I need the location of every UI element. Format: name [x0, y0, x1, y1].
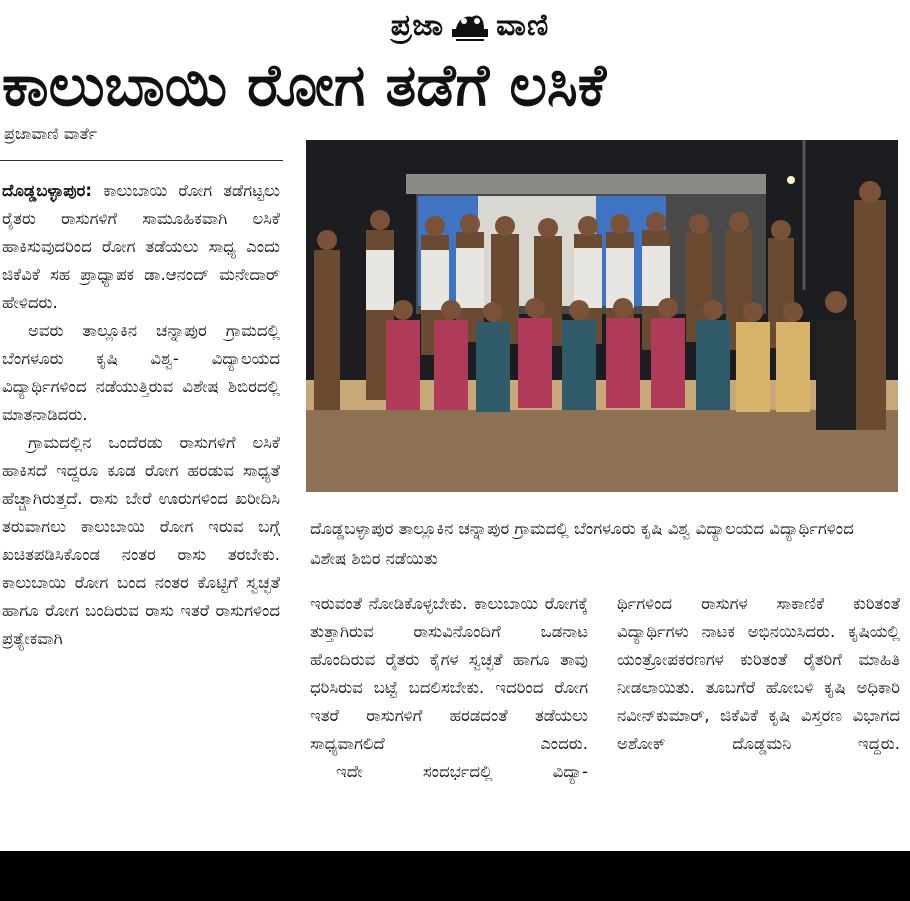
bottom-black-bar	[0, 851, 910, 901]
lion-emblem-icon	[450, 7, 490, 43]
masthead-right: ವಾಣಿ	[496, 7, 550, 43]
article-paragraph: ಇರುವಂತೆ ನೋಡಿಕೊಳ್ಳಬೇಕು. ಕಾಲುಬಾಯಿ ರೋಗಕ್ಕೆ ತುತ್ತಾಗಿರುವ ರಾಸುವಿನೊಂದಿಗೆ ಒಡನಾಟ ಹೊಂದಿರುವ ರೈತರು ಕೈಗಳ ಸ್ವಚ್ಛತೆ ಹಾಗೂ ತಾವು ಧರಿಸಿರುವ ಬಟ್ಟೆ ಬದಲಿಸಬೇಕು. ಇದರಿಂದ ರೋಗ ಇತರೆ ರಾಸುಗಳಿಗೆ ಹರಡದಂತೆ ತಡೆಯಲು ಸಾಧ್ಯವಾಗಲಿದೆ ಎಂದರು.	[310, 594, 588, 753]
headline: ಕಾಲುಬಾಯಿ ರೋಗ ತಡೆಗೆ ಲಸಿಕೆ	[2, 51, 607, 119]
masthead-left: ಪ್ರಜಾ	[390, 7, 445, 43]
article-paragraph: ಅವರು ತಾಲ್ಲೂಕಿನ ಚನ್ನಾಪುರ ಗ್ರಾಮದಲ್ಲಿ ಬೆಂಗಳೂರು ಕೃಷಿ ವಿಶ್ವ- ವಿದ್ಯಾಲಯದ ವಿದ್ಯಾರ್ಥಿಗಳಿಂದ ನಡೆಯುತ್ತಿರುವ ವಿಶೇಷ ಶಿಬಿರದಲ್ಲಿ ಮಾತನಾಡಿದರು.	[2, 321, 280, 424]
photo-caption: ದೊಡ್ಡಬಳ್ಳಾಪುರ ತಾಲ್ಲೂಕಿನ ಚನ್ನಾಪುರ ಗ್ರಾಮದಲ್ಲಿ ಬೆಂಗಳೂರು ಕೃಷಿ ವಿಶ್ವ ವಿದ್ಯಾಲಯದ ವಿದ್ಯಾರ್ಥಿಗಳಿಂದ ವಿಶೇಷ ಶಿಬಿರ ನಡೆಯಿತು	[310, 519, 854, 568]
article-paragraph: ಗ್ರಾಮದಲ್ಲಿನ ಒಂದೆರಡು ರಾಸುಗಳಿಗೆ ಲಸಿಕೆ ಹಾಕಿಸದೆ ಇದ್ದರೂ ಕೂಡ ರೋಗ ಹರಡುವ ಸಾಧ್ಯತೆ ಹೆಚ್ಚಾಗಿರುತ್ತದೆ. ರಾಸು ಬೇರೆ ಊರುಗಳಿಂದ ಖರೀದಿಸಿ ತರುವಾಗಲು ಕಾಲುಬಾಯಿ ರೋಗ ಇರುವ ಬಗ್ಗೆ ಖಚಿತಪಡಿಸಿಕೊಂಡ ನಂತರ ರಾಸು ತರಬೇಕು. ಕಾಲುಬಾಯಿ ರೋಗ ಬಂದ ನಂತರ ಕೊಟ್ಟಿಗೆ ಸ್ವಚ್ಛತೆ ಹಾಗೂ ರೋಗ ಬಂದಿರುವ ರಾಸು ಇತರೆ ರಾಸುಗಳಿಂದ ಪ್ರತ್ಯೇಕವಾಗಿ	[2, 433, 280, 648]
byline-divider	[0, 160, 283, 161]
newspaper-masthead	[340, 4, 600, 46]
article-column-3	[617, 590, 900, 758]
article-column-2	[310, 590, 588, 786]
article-column-1	[2, 177, 280, 653]
event-photo	[306, 140, 898, 492]
article-paragraph: ದೊಡ್ಡಬಳ್ಳಾಪುರ: ಕಾಲುಬಾಯಿ ರೋಗ ತಡೆಗಟ್ಟಲು ರೈತರು ರಾಸುಗಳಿಗೆ ಸಾಮೂಹಿಕವಾಗಿ ಲಸಿಕೆ ಹಾಕಿಸುವುದರಿಂದ ರೋಗ ತಡೆಯಲು ಸಾಧ್ಯ ಎಂದು ಜಿಕೆವಿಕೆ ಸಹ ಪ್ರಾಧ್ಯಾಪಕ ಡಾ.ಆನಂದ್ ಮನೇದಾರ್ ಹೇಳಿದರು.	[2, 181, 280, 312]
article-paragraph: ರ್ಥಿಗಳಿಂದ ರಾಸುಗಳ ಸಾಕಾಣಿಕೆ ಕುರಿತಂತೆ ವಿದ್ಯಾರ್ಥಿಗಳು ನಾಟಕ ಅಭಿನಯಿಸಿದರು. ಕೃಷಿಯಲ್ಲಿ ಯಂತ್ರೋಪಕರಣಗಳ ಕುರಿತಂತೆ ರೈತರಿಗೆ ಮಾಹಿತಿ ನೀಡಲಾಯಿತು. ತೂಬಗೆರೆ ಹೋಬಳಿ ಕೃಷಿ ಅಧಿಕಾರಿ ನವೀನ್‌ಕುಮಾರ್, ಜಿಕೆವಿಕೆ ಕೃಷಿ ವಿಸ್ತರಣ ವಿಭಾಗದ ಅಶೋಕ್ ದೊಡ್ಡಮನಿ ಇದ್ದರು.	[617, 594, 900, 753]
article-paragraph: ಇದೇ ಸಂದರ್ಭದಲ್ಲಿ ವಿದ್ಯಾ-	[336, 762, 588, 781]
byline: ಪ್ರಜಾವಾಣಿ ವಾರ್ತೆ	[4, 124, 98, 143]
group-photo-illustration	[306, 140, 898, 492]
dateline: ದೊಡ್ಡಬಳ್ಳಾಪುರ:	[2, 181, 92, 200]
